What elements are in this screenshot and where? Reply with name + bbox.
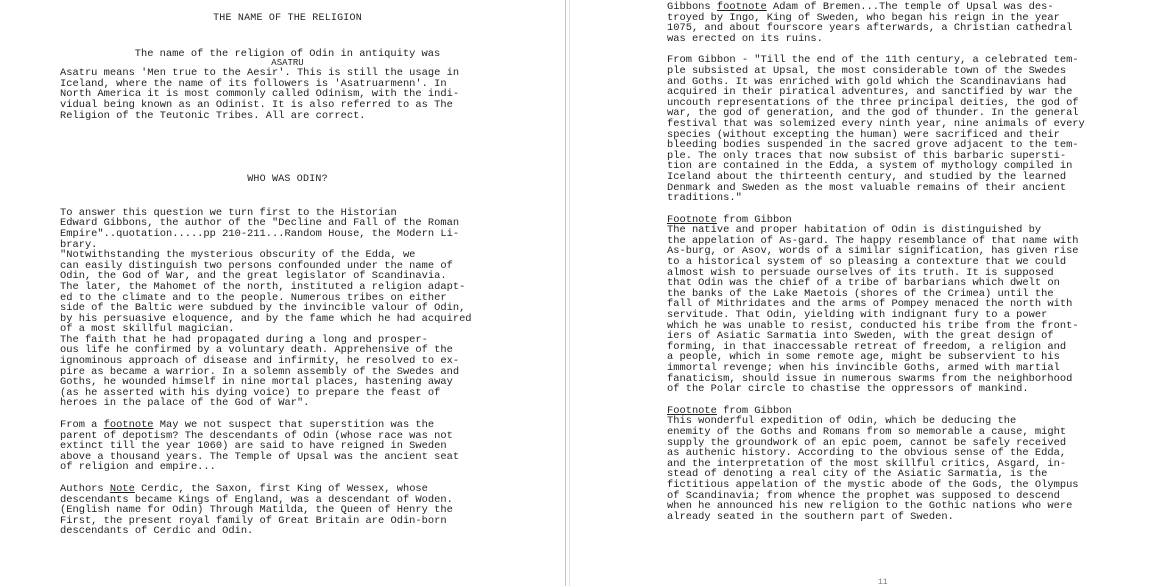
from-gibbon-paragraph: From Gibbon - "Till the end of the 11th century, a celebrated tem- ple subsisted at Upsal, the most considerable town of the Swedes and Goths. It was enriched with gold which the Scandinavians had acquired in their piratical adventures, and sanctified by war the uncouth representations of the three principal deities, the god of war, the god of generation, and the god of thunder. In the general festival that was solemized every ninth year, nine animals of every species (without excepting the human) were sacrificed and their bleeding bodies suspended in the sacred grove adjacent to the tem- ple. The only traces that now subsist of this barbaric supersti- tion are contained in the Edda, a system of mythology compiled in Iceland about the thirteenth century, and studied by the learned Denmark and Sweden as the most valuable remains of their ancient traditions." — [667, 54, 1085, 205]
gibbons-prefix: Gibbons — [667, 1, 717, 13]
footnote-paragraph — [60, 420, 515, 473]
religion-intro: The name of the religion of Odin in antiquity was — [134, 47, 441, 60]
footnote-2-suffix: from Gibbon — [716, 404, 792, 417]
page-divider-shadow — [569, 0, 570, 586]
footnote-label: footnote — [103, 419, 154, 432]
authors-prefix: Authors — [60, 483, 110, 495]
gibbons-footnote-text: Adam of Bremen...The temple of Upsal was des- troyed by Ingo, King of Sweden, who began his reign in the year 1075, and about fourscore years afterwards, a Christian cathedral was erected on its ruins. — [667, 1, 1073, 45]
footnote-2-label: Footnote — [667, 404, 717, 417]
paragraph-quote-2: The faith that he had propagated during a long and prosper- ous life he confirmed by a voluntary death. Apprehensive of the ignominous approach of disease and infirmity, he resolved to ex- pire as became a warrior. In a solemn assembly of the Swedes and Goths, he wounded himself in nine mortal places, hastening away (as he asserted with his dying voice) to prepare the feast of heroes in the palace of the God of War". — [60, 333, 460, 410]
authors-note-paragraph — [60, 484, 515, 537]
footnote-1-text: The native and proper habitation of Odin is distinguished by the appelation of As-gard. The happy resemblance of that name with As-burg, or Asov, words of a similar signification, has given rise to a historical system of so pleasing a contexture that we could almost wish to persuade ourselves of its truth. It is supposed that Odin was the chief of a tribe of barbarians which dwelt on the banks of the Lake Maetois (shores of the Crimea) until the fall of Mithridates and the arms of Pompey menaced the north with servitude. That Odin, yielding with indignant fury to a power which he was unable to resist, conducted his tribe from the front- iers of Asiatic Sarmatia into Sweden, with the great design of forming, in that inaccessable retreat of freedom, a religion and a people, which in some remote age, might be subservient to his immortal revenge; when his invincible Goths, armed with martial fanaticism, should issue in numerous swarms from the neighborhood of the Polar circle to chastise the oppressors of mankind. — [667, 224, 1079, 396]
footnote-1-suffix: from Gibbon — [716, 213, 792, 226]
paragraph-quote-1: "Notwithstanding the mysterious obscurity of the Edda, we can easily distinguish two persons confounded under the name of Odin, the God of War, and the great legislator of Scandinavia. The later, the Mahomet of the north, instituted a religion adapt- ed to the climate and to the people. Numerous tribes on either side of the Baltic were subdued by the invincible valour of Odin, by his persuasive eloquence, and by the fame which he had acquired of a most skillful magician. — [60, 249, 472, 336]
gibbons-footnote-label: footnote — [716, 1, 767, 13]
religion-name: ASATRU — [271, 58, 304, 69]
footnote-text: May we not suspect that superstition was the parent of depotism? The descendants of Odin (whose race was not extinct till the year 1060) are said to have reigned in Sweden above a thousand years. The Temple of Upsal was the ancient seat of religion and empire... — [60, 419, 460, 474]
page-number: 11 — [878, 578, 888, 587]
section-heading-who: WHO WAS ODIN? — [247, 174, 328, 186]
footnote-2-text: This wonderful expedition of Odin, which be deducing the enemity of the Goths and Romans from so memorable a cause, might supply the groundwork of an epic poem, cannot be safely received as authenic history. According to the obvious sense of the Edda, and the interpretation of the most skillful critics, Asgard, in- stead of denoting a real city of the Asiatic Sarmatia, is the fictitious appelation of the mystic abode of the Gods, the Olympus of Scandinavia; from whence the prophet was supposed to descend when he announced his new religion to the Gothic nations who were already seated in the southern part of Sweden. — [667, 415, 1079, 523]
paragraph-gibbons-intro: To answer this question we turn first to the Historian Edward Gibbons, the author of the "Decline and Fall of the Roman Empire"..quotation.....pp 210-211...Random House, the Modern Li- brary. — [60, 206, 460, 251]
right-page — [571, 0, 1153, 586]
authors-note-label: Note — [109, 483, 135, 495]
gibbons-footnote-paragraph — [667, 2, 1111, 44]
section-heading-name: THE NAME OF THE RELIGION — [213, 13, 362, 24]
footnote-1-label: Footnote — [667, 213, 717, 226]
left-page — [0, 0, 563, 586]
footnote-prefix: From a — [60, 419, 104, 432]
page-divider — [565, 0, 566, 586]
authors-note-text: Cerdic, the Saxon, first King of Wessex, whose descendants became Kings of England, was a descendant of Woden. (English name for Odin) Through Matilda, the Queen of Henry the First, the present royal family of Great Britain are Odin-born descendants of Cerdic and Odin. — [60, 483, 453, 538]
paragraph-asatru: Asatru means 'Men true to the Aesir'. This is still the usage in Iceland, where the name of its followers is 'Asatruarmenn'. In North America it is most commonly called Odinism, with the indi- vidual being known as an Odinist. It is also referred to as The Religion of the Teutonic Tribes. All are correct. — [60, 67, 460, 122]
